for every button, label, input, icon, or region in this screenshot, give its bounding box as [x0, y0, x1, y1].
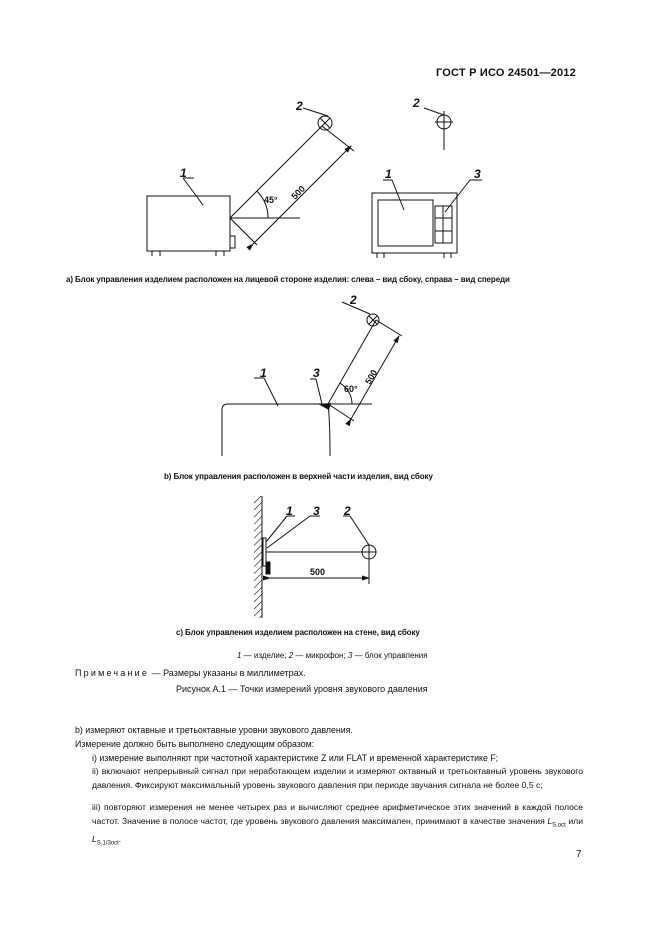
product-top-profile — [222, 404, 330, 456]
angle-label: 60° — [344, 384, 358, 394]
label-2: 2 — [296, 99, 303, 113]
label-1: 1 — [286, 504, 293, 518]
label-1: 1 — [385, 167, 392, 181]
control-unit-side — [230, 236, 235, 248]
subscript-oct: S,oct — [552, 822, 566, 829]
distance-label: 500 — [289, 183, 308, 202]
caption-panel-a: a) Блок управления изделием расположен на лицевой стороне изделия: слева – вид сбоку, справа – вид спереди — [66, 275, 510, 284]
angle-label: 45° — [264, 195, 278, 205]
control-unit — [266, 562, 270, 574]
paragraph-intro: Измерение должно быть выполнено следующим образом: — [75, 739, 315, 749]
label-2: 2 — [350, 293, 357, 307]
label-3: 3 — [313, 504, 320, 518]
distance-label: 500 — [363, 367, 380, 386]
product-front — [372, 193, 457, 253]
step-iii — [92, 801, 583, 851]
subscript-third-oct: S,1/3oct — [96, 840, 119, 847]
label-3: 3 — [313, 366, 320, 380]
distance-label: 500 — [310, 567, 326, 577]
label-2: 2 — [413, 96, 420, 110]
step-ii: ii) включают непрерывный сигнал при неработающем изделии и измеряют октавный и третьоктавный уровень звукового давления. Фиксируют максимальный уровень звукового давления при периоде звучания сигнала не более 0,5 с; — [92, 766, 583, 790]
figure-legend — [237, 651, 428, 660]
caption-panel-c: c) Блок управления изделием расположен на стене, вид сбоку — [176, 628, 420, 637]
symbol-L: L — [547, 815, 553, 826]
figure-note — [75, 668, 306, 678]
note-label: Примечание — [75, 668, 150, 678]
wall-hatching — [254, 496, 262, 618]
symbol-L: L — [92, 833, 97, 844]
legend-num-1: 1 — [237, 651, 242, 660]
document-header: ГОСТ Р ИСО 24501—2012 — [436, 67, 576, 79]
page-number: 7 — [576, 849, 582, 860]
label-1: 1 — [180, 166, 187, 180]
step-iii-or: или — [565, 815, 583, 826]
legend-text-2: — микрофон; — [293, 651, 348, 660]
label-1: 1 — [260, 366, 267, 380]
label-2: 2 — [344, 504, 351, 518]
legend-num-2: 2 — [288, 651, 294, 660]
control-unit-top — [318, 403, 331, 410]
label-3: 3 — [474, 167, 481, 181]
legend-text-3: — блок управления — [352, 651, 428, 660]
legend-num-3: 3 — [347, 651, 353, 660]
product-box — [147, 196, 230, 251]
step-iii-text: iii) повторяют измерения не менее четырех раз и вычисляют среднее арифметическое этих значений в каждой полосе частот. Значение в полосе частот, где уровень звукового давления максимален, принимают в качестве значения — [92, 802, 583, 826]
step-iii-end: . — [118, 833, 122, 844]
step-i: i) измерение выполняют при частотной характеристике Z или FLAT и временной характеристике F; — [92, 753, 499, 763]
figure-title: Рисунок А.1 — Точки измерений уровня звукового давления — [176, 684, 428, 694]
note-text: — Размеры указаны в миллиметрах. — [149, 668, 306, 678]
paragraph-b: b) измеряют октавные и третьоктавные уровни звукового давления. — [75, 725, 353, 735]
legend-text-1: — изделие; — [241, 651, 289, 660]
caption-panel-b: b) Блок управления расположен в верхней части изделия, вид сбоку — [164, 472, 433, 481]
panel-a-side-view — [147, 108, 354, 256]
panel-a-front-view — [372, 108, 482, 258]
